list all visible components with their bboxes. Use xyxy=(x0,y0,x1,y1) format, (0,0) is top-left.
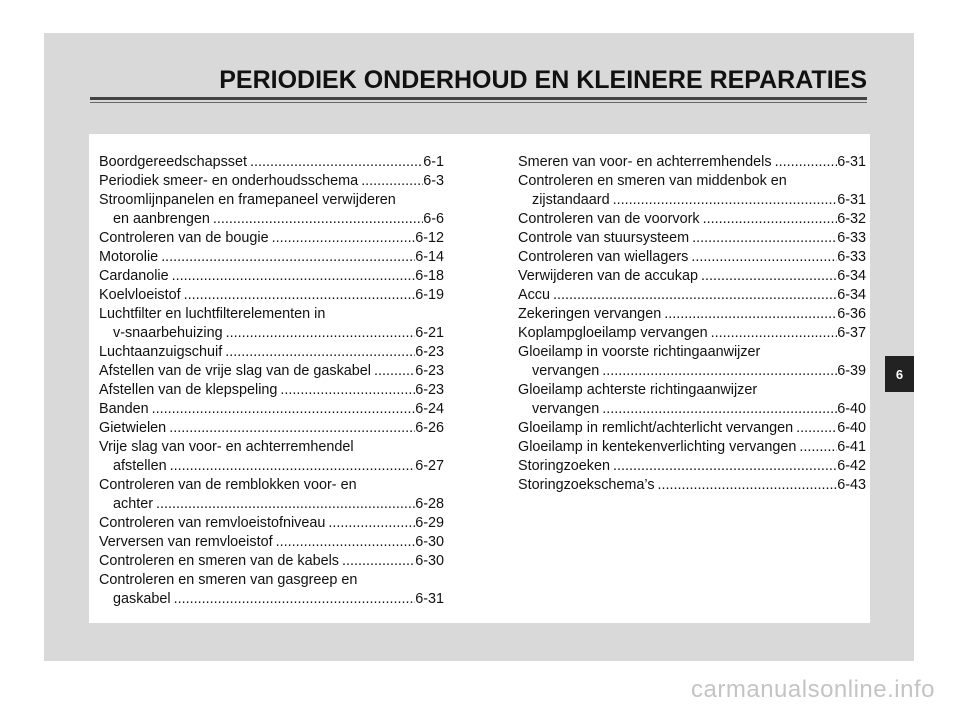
toc-dot-leader xyxy=(664,305,837,324)
toc-entry-title: vervangen xyxy=(532,401,600,417)
toc-entry-title: Controle van stuursysteem xyxy=(518,230,690,246)
toc-dot-leader xyxy=(553,286,837,305)
toc-entry-title: Storingzoeken xyxy=(518,458,611,474)
toc-dot-leader xyxy=(691,248,837,267)
toc-entry-line xyxy=(518,153,866,172)
toc-entry[interactable] xyxy=(99,381,444,400)
toc-entry-title: Controleren van de voorvork xyxy=(518,211,700,227)
toc-entry-title: v-snaarbehuizing xyxy=(113,325,223,341)
toc-page-number: 6-26 xyxy=(415,420,444,436)
toc-entry[interactable] xyxy=(518,343,866,381)
toc-entry-line xyxy=(99,495,444,514)
toc-panel xyxy=(89,134,870,623)
toc-entry[interactable] xyxy=(518,267,866,286)
toc-entry-title: Accu xyxy=(518,287,550,303)
toc-page-number: 6-34 xyxy=(837,287,866,303)
toc-entry-title: vervangen xyxy=(532,363,600,379)
toc-entry[interactable] xyxy=(99,438,444,476)
toc-entry-line xyxy=(99,267,444,286)
toc-page-number: 6-40 xyxy=(837,401,866,417)
toc-entry-line xyxy=(99,552,444,571)
toc-entry-line xyxy=(99,362,444,381)
toc-entry[interactable] xyxy=(518,457,866,476)
toc-page-number: 6-43 xyxy=(837,477,866,493)
toc-entry-title: Periodiek smeer- en onderhoudsschema xyxy=(99,173,359,189)
toc-entry-line xyxy=(518,305,866,324)
toc-page-number: 6-12 xyxy=(415,230,444,246)
toc-entry[interactable] xyxy=(99,267,444,286)
toc-dot-leader xyxy=(272,229,416,248)
toc-page-number: 6-34 xyxy=(837,268,866,284)
toc-entry-title: Controleren van remvloeistofniveau xyxy=(99,515,326,531)
toc-entry-line xyxy=(99,286,444,305)
toc-dot-leader xyxy=(225,343,415,362)
toc-entry-line xyxy=(518,267,866,286)
toc-entry-line xyxy=(99,229,444,248)
toc-entry-title: Boordgereedschapsset xyxy=(99,154,248,170)
toc-page-number: 6-1 xyxy=(423,154,444,170)
toc-entry-line xyxy=(99,324,444,343)
toc-dot-leader xyxy=(796,419,837,438)
toc-entry-title: Controleren en smeren van middenbok en xyxy=(518,173,787,189)
toc-entry[interactable] xyxy=(99,552,444,571)
toc-entry-title: achter xyxy=(113,496,153,512)
toc-entry-title: Controleren en smeren van gasgreep en xyxy=(99,572,358,588)
toc-dot-leader xyxy=(701,267,837,286)
toc-page-number: 6-23 xyxy=(415,382,444,398)
toc-entry[interactable] xyxy=(99,343,444,362)
toc-page-number: 6-29 xyxy=(415,515,444,531)
toc-page-number: 6-18 xyxy=(415,268,444,284)
toc-dot-leader xyxy=(276,533,416,552)
page-title: PERIODIEK ONDERHOUD EN KLEINERE REPARATIES xyxy=(219,66,867,94)
toc-entry-title: Controleren van de remblokken voor- en xyxy=(99,477,357,493)
toc-entry[interactable] xyxy=(518,210,866,229)
toc-dot-leader xyxy=(250,153,423,172)
toc-dot-leader xyxy=(361,172,423,191)
title-rule-thin xyxy=(90,102,867,103)
toc-entry-line xyxy=(99,210,444,229)
toc-dot-leader xyxy=(799,438,837,457)
toc-entry-title: afstellen xyxy=(113,458,167,474)
toc-entry[interactable] xyxy=(99,571,444,609)
toc-dot-leader xyxy=(374,362,415,381)
toc-entry[interactable] xyxy=(518,381,866,419)
toc-entry-title: Gloeilamp achterste richtingaanwijzer xyxy=(518,382,758,398)
toc-dot-leader xyxy=(328,514,415,533)
toc-page-number: 6-40 xyxy=(837,420,866,436)
toc-dot-leader xyxy=(280,381,415,400)
toc-page-number: 6-21 xyxy=(415,325,444,341)
toc-entry-line xyxy=(99,476,444,495)
toc-page-number: 6-23 xyxy=(415,363,444,379)
toc-entry-title: Stroomlijnpanelen en framepaneel verwijderen xyxy=(99,192,396,208)
toc-entry-line xyxy=(518,229,866,248)
toc-dot-leader xyxy=(184,286,416,305)
toc-page-number: 6-33 xyxy=(837,249,866,265)
toc-dot-leader xyxy=(156,495,415,514)
toc-page-number: 6-32 xyxy=(837,211,866,227)
toc-page-number: 6-30 xyxy=(415,553,444,569)
toc-dot-leader xyxy=(174,590,416,609)
toc-dot-leader xyxy=(226,324,416,343)
toc-dot-leader xyxy=(711,324,838,343)
toc-entry[interactable] xyxy=(99,153,444,172)
toc-entry[interactable] xyxy=(99,229,444,248)
toc-entry-title: Gietwielen xyxy=(99,420,167,436)
toc-entry-line xyxy=(99,343,444,362)
toc-entry-line xyxy=(99,590,444,609)
toc-dot-leader xyxy=(602,362,837,381)
toc-right-column xyxy=(518,153,866,495)
toc-entry-title: Smeren van voor- en achterremhendels xyxy=(518,154,772,170)
toc-entry-line xyxy=(518,324,866,343)
toc-entry-title: Luchtfilter en luchtfilterelementen in xyxy=(99,306,326,322)
toc-entry-line xyxy=(99,400,444,419)
toc-entry[interactable] xyxy=(99,362,444,381)
toc-page-number: 6-42 xyxy=(837,458,866,474)
toc-entry-line xyxy=(518,381,866,400)
toc-entry-line xyxy=(99,438,444,457)
toc-entry-title: Afstellen van de vrije slag van de gaskabel xyxy=(99,363,371,379)
toc-dot-leader xyxy=(172,267,416,286)
toc-entry-title: Banden xyxy=(99,401,149,417)
toc-page-number: 6-28 xyxy=(415,496,444,512)
toc-entry-title: Vrije slag van voor- en achterremhendel xyxy=(99,439,354,455)
toc-page-number: 6-6 xyxy=(423,211,444,227)
toc-entry-title: Zekeringen vervangen xyxy=(518,306,662,322)
toc-entry-line xyxy=(518,172,866,191)
toc-entry-line xyxy=(518,362,866,381)
toc-entry-title: Koelvloeistof xyxy=(99,287,181,303)
toc-dot-leader xyxy=(152,400,416,419)
toc-page-number: 6-33 xyxy=(837,230,866,246)
toc-entry[interactable] xyxy=(99,191,444,229)
toc-entry-line xyxy=(99,191,444,210)
toc-entry-title: Koplampgloeilamp vervangen xyxy=(518,325,708,341)
toc-page-number: 6-39 xyxy=(837,363,866,379)
toc-entry-title: Afstellen van de klepspeling xyxy=(99,382,278,398)
toc-entry[interactable] xyxy=(99,248,444,267)
toc-dot-leader xyxy=(658,476,838,495)
toc-entry[interactable] xyxy=(99,305,444,343)
toc-entry-title: Controleren en smeren van de kabels xyxy=(99,553,339,569)
toc-entry-line xyxy=(99,248,444,267)
toc-entry-line xyxy=(518,343,866,362)
toc-page-number: 6-3 xyxy=(423,173,444,189)
toc-entry-title: gaskabel xyxy=(113,591,171,607)
toc-dot-leader xyxy=(170,457,416,476)
toc-entry[interactable] xyxy=(518,324,866,343)
toc-entry[interactable] xyxy=(99,533,444,552)
toc-entry[interactable] xyxy=(99,476,444,514)
toc-entry-line xyxy=(518,191,866,210)
toc-dot-leader xyxy=(775,153,838,172)
toc-entry-title: Motorolie xyxy=(99,249,159,265)
toc-dot-leader xyxy=(213,210,423,229)
toc-entry[interactable] xyxy=(518,153,866,172)
toc-entry[interactable] xyxy=(518,419,866,438)
toc-page-number: 6-24 xyxy=(415,401,444,417)
toc-dot-leader xyxy=(692,229,837,248)
toc-entry[interactable] xyxy=(518,305,866,324)
toc-entry-line xyxy=(99,457,444,476)
toc-entry-title: Gloeilamp in voorste richtingaanwijzer xyxy=(518,344,761,360)
toc-dot-leader xyxy=(613,191,838,210)
toc-entry-line xyxy=(99,172,444,191)
toc-page-number: 6-27 xyxy=(415,458,444,474)
toc-entry-line xyxy=(518,248,866,267)
toc-entry-line xyxy=(518,286,866,305)
toc-page-number: 6-23 xyxy=(415,344,444,360)
toc-entry[interactable] xyxy=(518,172,866,210)
toc-dot-leader xyxy=(703,210,838,229)
toc-page-number: 6-41 xyxy=(837,439,866,455)
toc-entry-line xyxy=(99,419,444,438)
toc-page-number: 6-19 xyxy=(415,287,444,303)
toc-entry[interactable] xyxy=(99,514,444,533)
toc-entry-line xyxy=(518,210,866,229)
title-rule-thick xyxy=(90,97,867,100)
chapter-tab[interactable]: 6 xyxy=(885,356,914,392)
toc-entry-title: en aanbrengen xyxy=(113,211,210,227)
toc-entry-line xyxy=(518,400,866,419)
toc-entry[interactable] xyxy=(99,286,444,305)
toc-entry-line xyxy=(518,438,866,457)
toc-entry[interactable] xyxy=(518,248,866,267)
toc-entry-line xyxy=(518,457,866,476)
toc-page-number: 6-36 xyxy=(837,306,866,322)
toc-entry-line xyxy=(99,305,444,324)
toc-entry[interactable] xyxy=(99,172,444,191)
toc-page-number: 6-31 xyxy=(837,154,866,170)
toc-entry[interactable] xyxy=(518,229,866,248)
toc-entry-title: Controleren van wiellagers xyxy=(518,249,689,265)
toc-entry-line xyxy=(518,419,866,438)
toc-entry-line xyxy=(99,533,444,552)
toc-dot-leader xyxy=(161,248,415,267)
toc-entry-title: Gloeilamp in remlicht/achterlicht vervangen xyxy=(518,420,794,436)
toc-dot-leader xyxy=(342,552,415,571)
toc-dot-leader xyxy=(169,419,415,438)
toc-entry-line xyxy=(99,571,444,590)
toc-left-column xyxy=(99,153,444,609)
toc-entry-line xyxy=(518,476,866,495)
toc-page-number: 6-31 xyxy=(415,591,444,607)
toc-entry[interactable] xyxy=(99,419,444,438)
watermark: carmanualsonline.info xyxy=(691,676,935,703)
toc-entry-title: Luchtaanzuigschuif xyxy=(99,344,223,360)
toc-entry-title: Verversen van remvloeistof xyxy=(99,534,273,550)
toc-entry[interactable] xyxy=(518,286,866,305)
toc-page-number: 6-30 xyxy=(415,534,444,550)
toc-entry-title: Gloeilamp in kentekenverlichting vervangen xyxy=(518,439,797,455)
toc-entry-line xyxy=(99,514,444,533)
toc-dot-leader xyxy=(613,457,837,476)
toc-entry-line xyxy=(99,381,444,400)
toc-entry[interactable] xyxy=(99,400,444,419)
toc-entry-title: Storingzoekschema’s xyxy=(518,477,655,493)
toc-page-number: 6-31 xyxy=(837,192,866,208)
toc-entry[interactable] xyxy=(518,476,866,495)
toc-page-number: 6-14 xyxy=(415,249,444,265)
toc-entry-title: Controleren van de bougie xyxy=(99,230,269,246)
toc-entry-title: Cardanolie xyxy=(99,268,169,284)
toc-entry[interactable] xyxy=(518,438,866,457)
toc-page-number: 6-37 xyxy=(837,325,866,341)
toc-entry-title: Verwijderen van de accukap xyxy=(518,268,698,284)
toc-dot-leader xyxy=(602,400,837,419)
toc-entry-title: zijstandaard xyxy=(532,192,610,208)
toc-entry-line xyxy=(99,153,444,172)
